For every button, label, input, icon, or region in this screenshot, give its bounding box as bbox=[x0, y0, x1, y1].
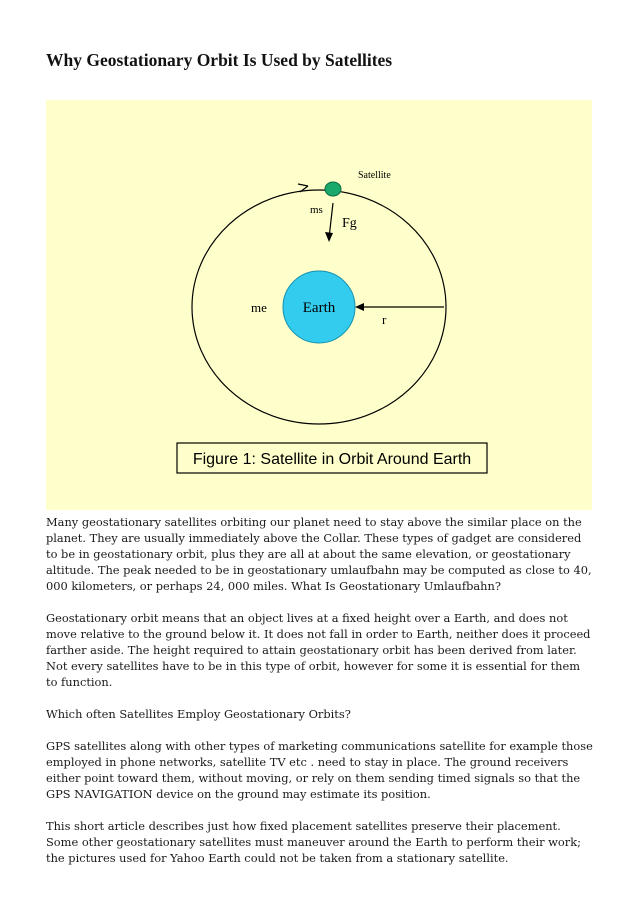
orbit-diagram bbox=[46, 100, 592, 510]
satellite-label: Satellite bbox=[358, 170, 391, 181]
orbit-figure bbox=[46, 100, 592, 510]
radius-arrowhead bbox=[355, 303, 364, 311]
r-label: r bbox=[382, 312, 387, 327]
paragraph: Many geostationary satellites orbiting our planet need to stay above the similar place on the planet. They are usually immediately above the Collar. These types of gadget are considered to be in geostationary orbit, plus they are all at about the same elevation, or geostationary altitude. The peak needed to be in geostationary umlaufbahn may be computed as close to 40, 000 kilometers, or perhaps 24, 000 miles. What Is Geostationary Umlaufbahn? bbox=[46, 515, 592, 593]
paragraph: Which often Satellites Employ Geostationary Orbits? bbox=[46, 707, 351, 721]
satellite-icon bbox=[325, 182, 341, 196]
ms-label: ms bbox=[310, 204, 323, 216]
page-title: Why Geostationary Orbit Is Used by Satellites bbox=[46, 50, 393, 70]
me-label: me bbox=[251, 300, 267, 315]
article-body bbox=[46, 514, 594, 882]
paragraph: Geostationary orbit means that an object lives at a fixed height over a Earth, and does not move relative to the ground below it. It does not fall in order to Earth, neither does it proceed farther aside. The height required to attain geostationary orbit has been derived from later. Not every satellites have to be in this type of orbit, however for some it is essential for them to function. bbox=[46, 611, 591, 689]
figure-caption: Figure 1: Satellite in Orbit Around Earth bbox=[192, 451, 472, 468]
paragraph: GPS satellites along with other types of marketing communications satellite for example those employed in phone networks, satellite TV etc . need to stay in place. The ground receivers either point toward them, without moving, or rely on them sending timed signals so that the GPS NAVIGATION device on the ground may estimate its position. bbox=[46, 739, 593, 801]
paragraph: This short article describes just how fixed placement satellites preserve their placement. Some other geostationary satellites must maneuver around the Earth to perform their work; the pictures used for Yahoo Earth could not be taken from a stationary satellite. bbox=[46, 819, 581, 865]
earth-label: Earth bbox=[302, 300, 336, 316]
force-arrowhead bbox=[325, 232, 333, 242]
fg-label: Fg bbox=[342, 216, 357, 231]
